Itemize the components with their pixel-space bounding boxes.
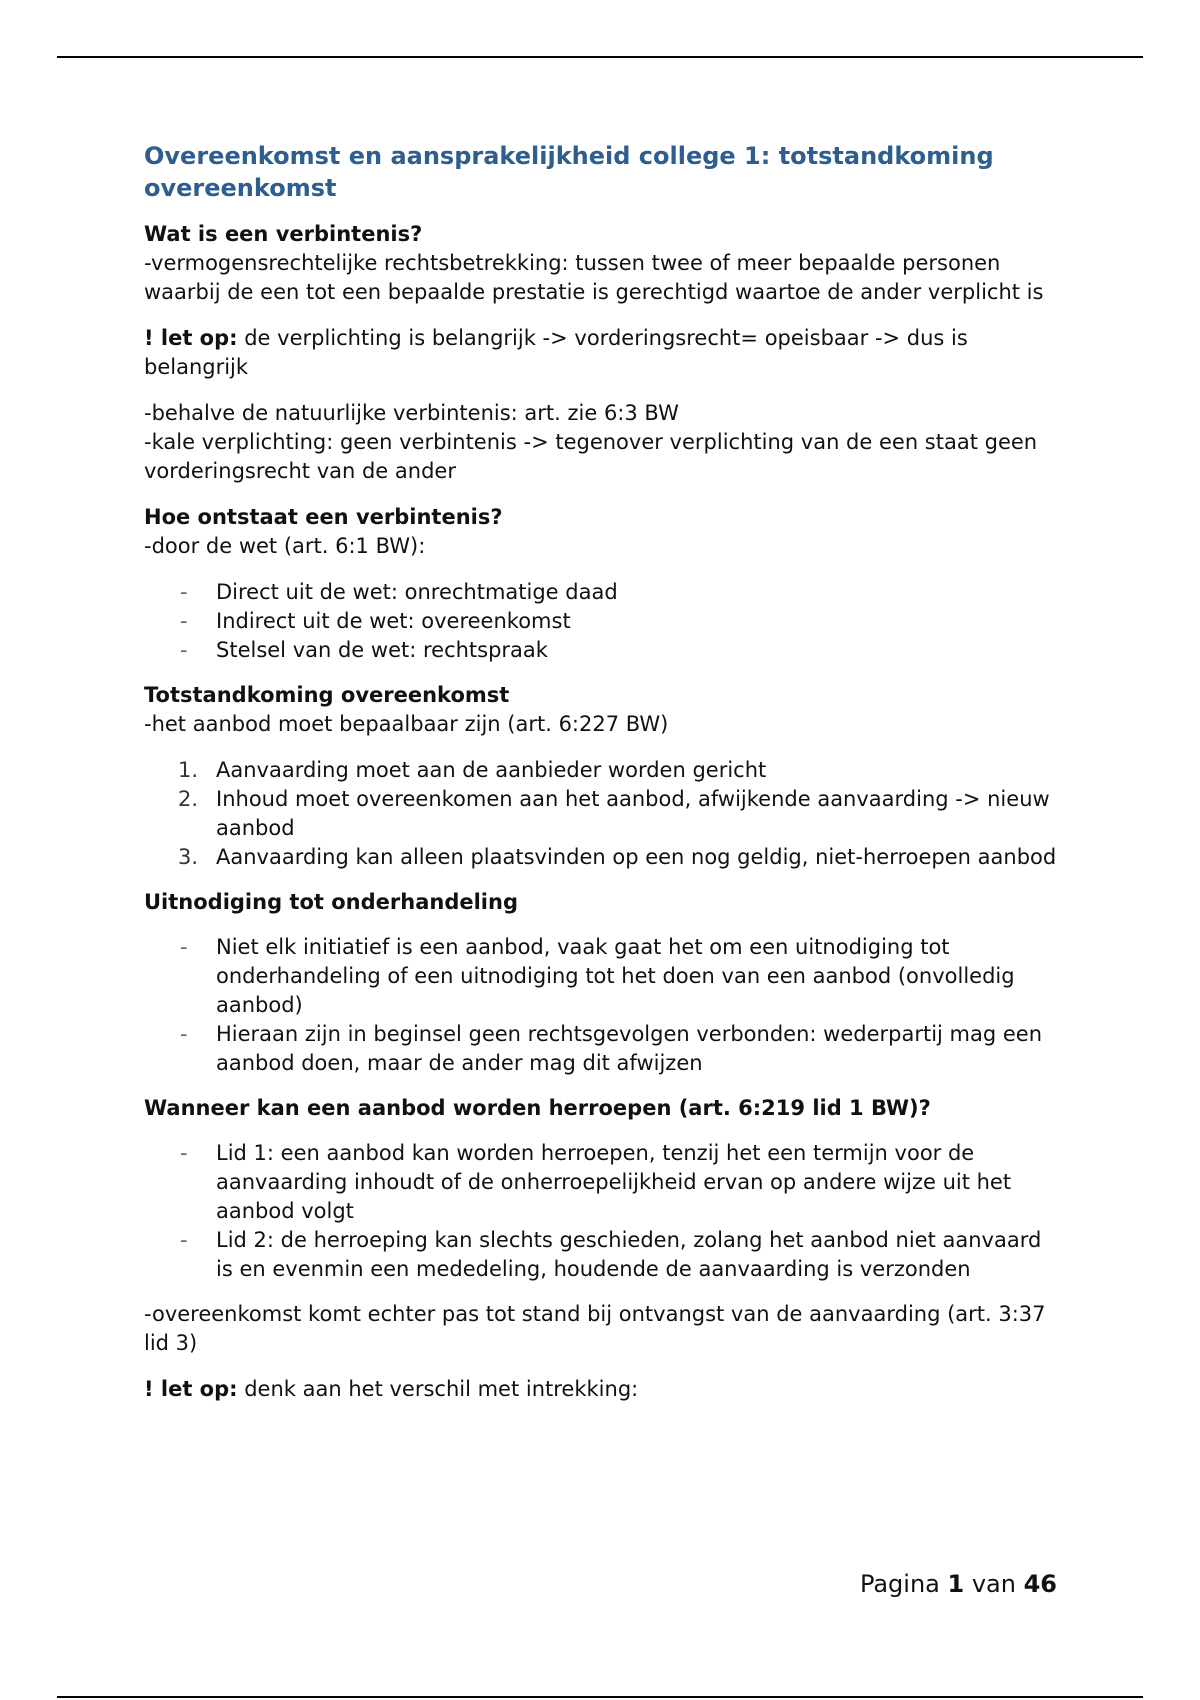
header-rule (57, 56, 1143, 58)
note-text: denk aan het verschil met intrekking: (237, 1377, 639, 1401)
paragraph: -overeenkomst komt echter pas tot stand bij ontvangst van de aanvaarding (art. 3:37 lid 3) (144, 1302, 1046, 1355)
bullet-list (144, 933, 1064, 1078)
number-marker: 1. (178, 758, 199, 782)
list-item: - Hieraan zijn in beginsel geen rechtsgevolgen verbonden: wederpartij mag een aanbod doen, maar de ander mag dit afwijzen (180, 1022, 1043, 1075)
bullet-marker: - (180, 638, 188, 662)
bullet-marker: - (180, 1022, 188, 1046)
bullet-list (144, 1139, 1064, 1284)
bullet-marker: - (180, 580, 188, 604)
note-label: ! let op: (144, 326, 238, 350)
total-pages: 46 (1023, 1570, 1057, 1598)
list-item: - Niet elk initiatief is een aanbod, vaak gaat het om een uitnodiging tot onderhandeling of een uitnodiging tot het doen van een aanbod (onvolledig aanbod) (180, 935, 1015, 1017)
document-title: Overeenkomst en aansprakelijkheid college 1: totstandkoming overeenkomst (144, 142, 994, 202)
heading-wat-is-verbintenis: Wat is een verbintenis? (144, 222, 423, 246)
list-item: - Direct uit de wet: onrechtmatige daad (144, 578, 1064, 607)
list-item: - Indirect uit de wet: overeenkomst (144, 607, 1064, 636)
footer-rule (57, 1696, 1143, 1698)
document-body (144, 140, 1064, 1421)
paragraph: -vermogensrechtelijke rechtsbetrekking: tussen twee of meer bepaalde personen waarbij de een tot een bepaalde prestatie is gerechtigd waartoe de ander verplicht is (144, 251, 1044, 304)
bullet-marker: - (180, 609, 188, 633)
paragraph: -het aanbod moet bepaalbaar zijn (art. 6:227 BW) (144, 712, 669, 736)
paragraph: -behalve de natuurlijke verbintenis: art. zie 6:3 BW (144, 401, 679, 425)
page-number: Pagina 1 van 46 (859, 1570, 1057, 1598)
list-item: 1. Aanvaarding moet aan de aanbieder worden gericht (144, 756, 1064, 785)
list-item: - Stelsel van de wet: rechtspraak (144, 636, 1064, 665)
heading-totstandkoming: Totstandkoming overeenkomst (144, 683, 510, 707)
note-paragraph (144, 1375, 1064, 1404)
note-text: de verplichting is belangrijk -> vorderingsrecht= opeisbaar -> dus is belangrijk (144, 326, 968, 379)
numbered-list (144, 756, 1064, 872)
bullet-list (144, 578, 1064, 665)
number-marker: 3. (178, 845, 199, 869)
note-label: ! let op: (144, 1377, 238, 1401)
list-item: - Lid 2: de herroeping kan slechts geschieden, zolang het aanbod niet aanvaard is en evenmin een mededeling, houdende de aanvaarding is verzonden (180, 1228, 1042, 1281)
paragraph: -kale verplichting: geen verbintenis -> tegenover verplichting van de een staat geen vorderingsrecht van de ander (144, 430, 1038, 483)
heading-uitnodiging: Uitnodiging tot onderhandeling (144, 890, 518, 914)
list-item: - Lid 1: een aanbod kan worden herroepen, tenzij het een termijn voor de aanvaarding inhoudt of de onherroepelijkheid ervan op andere wijze uit het aanbod volgt (180, 1141, 1012, 1223)
bullet-marker: - (180, 935, 188, 959)
bullet-marker: - (180, 1141, 188, 1165)
heading-hoe-ontstaat: Hoe ontstaat een verbintenis? (144, 505, 503, 529)
list-item: 2. Inhoud moet overeenkomen aan het aanbod, afwijkende aanvaarding -> nieuw aanbod (178, 787, 1050, 840)
number-marker: 2. (178, 787, 199, 811)
paragraph: -door de wet (art. 6:1 BW): (144, 534, 426, 558)
list-item: 3. Aanvaarding kan alleen plaatsvinden op een nog geldig, niet-herroepen aanbod (144, 843, 1064, 872)
current-page: 1 (947, 1570, 965, 1598)
note-paragraph (144, 324, 1064, 382)
heading-herroepen: Wanneer kan een aanbod worden herroepen (art. 6:219 lid 1 BW)? (144, 1096, 931, 1120)
bullet-marker: - (180, 1228, 188, 1252)
